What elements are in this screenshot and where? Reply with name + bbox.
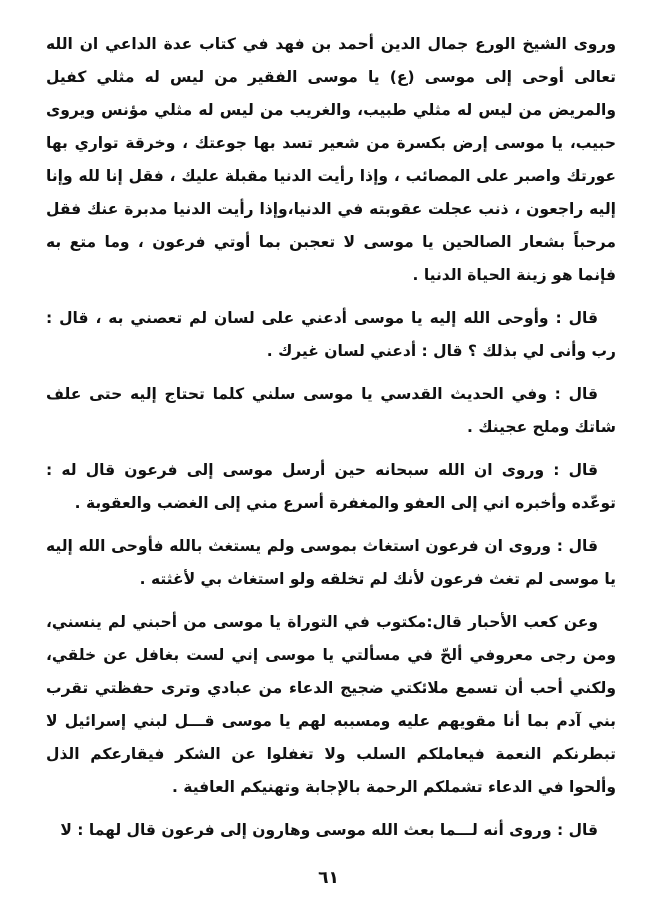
page-body-text xyxy=(46,28,616,857)
paragraph-4: قال : وروى ان الله سبحانه حين أرسل موسى إلى فرعون قال له : توعّده وأخبره اني إلى العفو والمغفرة أسرع مني إلى الغضب والعقوبة . xyxy=(46,461,616,512)
paragraph-3: قال : وفي الحديث القدسي يا موسى سلني كلما تحتاج إليه حتى علف شاتك وملح عجينك . xyxy=(46,385,616,436)
paragraph-7: قال : وروى أنه لـــما بعث الله موسى وهارون إلى فرعون قال لهما : لا xyxy=(60,821,598,839)
page-number: ٦١ xyxy=(318,868,339,888)
paragraph-6: وعن كعب الأحبار قال:مكتوب في التوراة يا موسى من أحبني لم ينسني، ومن رجى معروفي ألحّ في مسألتي يا موسى إني لست بغافل عن خلقي، ولكني أحب أن تسمع ملائكتي ضجيج الدعاء من عبادي وترى حفظتي تقرب بني آدم بما أنا مقويهم عليه ومسببه لهم يا موسى قـــل لبني إسرائيل لا تبطرنكم النعمة فيعاملكم السلب ولا تغفلوا عن الشكر فيقارعكم الذل وألحوا في الدعاء تشملكم الرحمة بالإجابة وتهنيكم العافية . xyxy=(46,613,616,796)
paragraph-2: قال : وأوحى الله إليه يا موسى أدعني على لسان لم تعصني به ، قال : رب وأنى لي بذلك ؟ قال : أدعني لسان غيرك . xyxy=(46,309,616,360)
paragraph-5: قال : وروى ان فرعون استغاث بموسى ولم يستغث بالله فأوحى الله إليه يا موسى لم تغث فرعون لأنك لم تخلقه ولو استغاث بي لأغثته . xyxy=(46,537,616,588)
paragraph-1: وروى الشيخ الورع جمال الدين أحمد بن فهد في كتاب عدة الداعي ان الله تعالى أوحى إلى موسى (ع) يا موسى الفقير من ليس له مثلي كفيل والمريض من ليس له مثلي طبيب، والغريب من ليس له مثلي مؤنس ويروى حبيب، يا موسى إرض بكسرة من شعير تسد بها جوعتك ، وخرقة تواري بها عورتك واصبر على المصائب ، وإذا رأيت الدنيا مقبلة عليك ، فقل إنا لله وإنا إليه راجعون ، ذنب عجلت عقوبته في الدنيا،وإذا رأيت الدنيا مدبرة عنك فقل مرحباً بشعار الصالحين يا موسى لا تعجبن بما أوتي فرعون ، وما متع به فإنما هو زينة الحياة الدنيا . xyxy=(46,35,616,284)
